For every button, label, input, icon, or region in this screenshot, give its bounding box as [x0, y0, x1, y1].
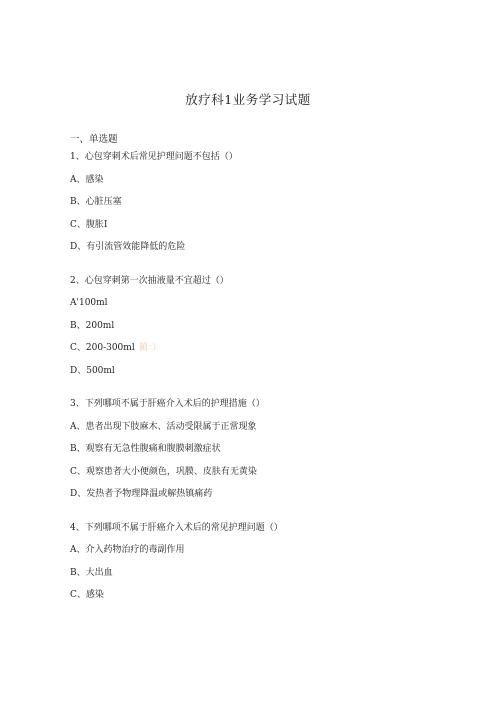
option-b: B、200ml [70, 320, 115, 331]
option-b: B、心脏压塞 [70, 197, 122, 207]
spacer [70, 265, 470, 276]
spacer [70, 512, 470, 523]
question-1 [70, 152, 470, 252]
document-title: 放疗科1业务学习试题 [185, 92, 311, 107]
option-c: C、200-300ml [70, 343, 135, 353]
option-d: D、发热者予物理降温或解热镇痛药 [70, 489, 213, 499]
question-stem: 4、下列哪项不属于肝癌介入术后的常见护理问题（） [70, 522, 283, 533]
spacer [70, 388, 470, 399]
option-c-row [70, 343, 470, 353]
option-note: 蔺：） [138, 343, 162, 353]
question-stem: 2、心包穿刺第一次抽液量不宜超过（） [70, 275, 229, 286]
option-d: D、有引流管效能降低的危险 [70, 242, 186, 252]
option-b: B、观察有无急性腹痛和腹膜刺激症状 [70, 444, 221, 454]
question-list [70, 152, 470, 613]
option-a: A、介入药物治疗的毒副作用 [70, 545, 185, 555]
option-c: C、腹胀I [70, 219, 108, 230]
option-c: C、观察患者大小便颜色，巩膜、皮肤有无黄染 [70, 466, 257, 477]
option-a: A'100ml [70, 298, 108, 308]
question-stem: 1、心包穿刺术后常见护理问题不包括（） [70, 152, 238, 162]
option-c: C、感染 [70, 590, 104, 600]
question-stem: 3、下列哪项不属于肝癌介入术后的护理措施（） [70, 399, 265, 409]
option-a: A、患者出现下肢麻木、活动受限属于正常现象 [70, 421, 257, 432]
option-a: A、感染 [70, 174, 104, 185]
question-3 [70, 399, 470, 499]
question-2 [70, 276, 470, 376]
section-heading: 一、单选题 [70, 134, 118, 145]
question-4 [70, 523, 470, 601]
option-d: D、500ml [70, 365, 115, 376]
option-b: B、大出血 [70, 567, 113, 578]
